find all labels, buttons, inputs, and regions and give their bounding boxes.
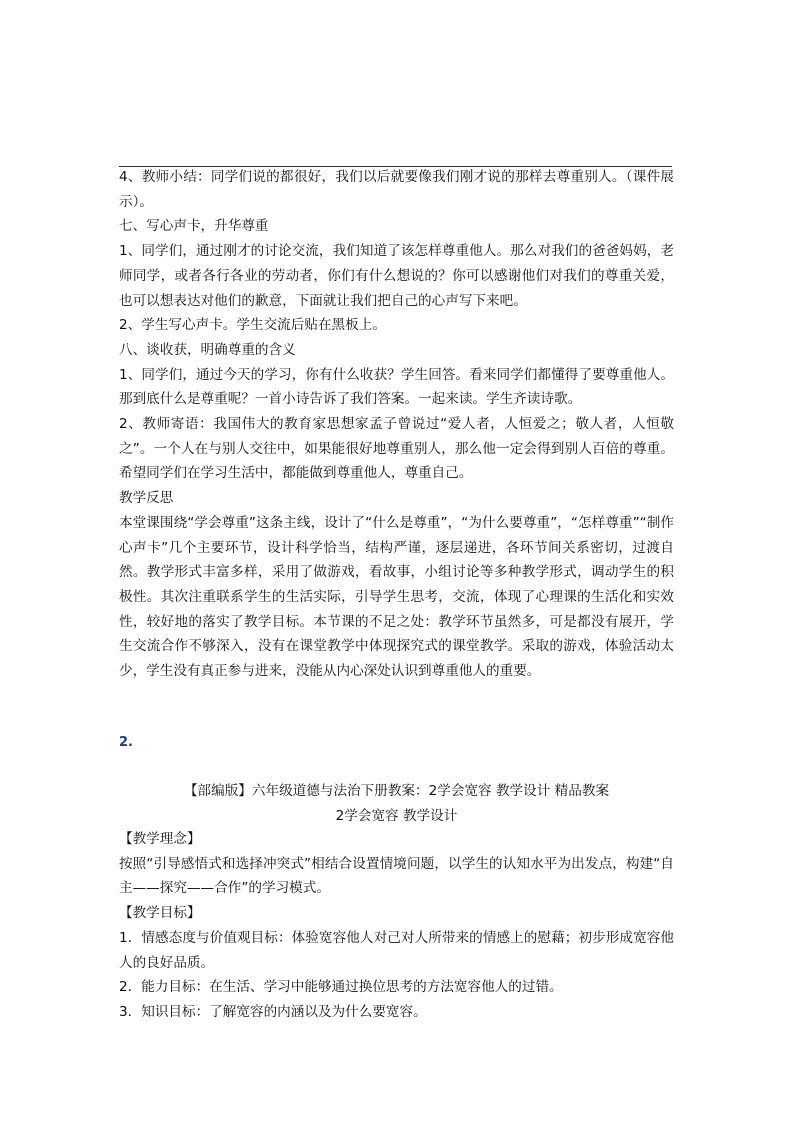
heading-step-7: 七、写心声卡，升华尊重	[119, 218, 269, 235]
paragraph-teacher-summary: 4、教师小结：同学们说的都很好，我们以后就要像我们刚才说的那样去尊重别人。（课件展示）。	[119, 169, 674, 210]
paragraph-goal-2: 2．能力目标：在生活、学习中能够通过换位思考的方法宽容他人的过错。	[119, 979, 563, 996]
paragraph-step-7-2: 2、学生写心声卡。学生交流后贴在黑板上。	[119, 317, 386, 334]
document-title: 【部编版】六年级道德与法治下册教案：2学会宽容 教学设计 精品教案	[183, 783, 610, 799]
paragraph-goal-1: 1．情感态度与价值观目标：体验宽容他人对己对人所带来的情感上的慰藉；初步形成宽容他人的良好品质。	[119, 929, 674, 971]
paragraph-step-7-1: 1、同学们，通过刚才的讨论交流，我们知道了该怎样尊重他人。那么对我们的爸爸妈妈，老师同学，或者各行各业的劳动者，你们有什么想说的？你可以感谢他们对我们的尊重关爱，也可以想表达对他们的歉意，下面就让我们把自己的心声写下来吧。	[119, 243, 674, 309]
document-subtitle: 2学会宽容 教学设计	[335, 808, 458, 824]
heading-reflection: 教学反思	[119, 490, 174, 507]
section-1-body	[119, 165, 674, 684]
heading-step-8: 八、谈收获，明确尊重的含义	[119, 341, 296, 358]
paragraph-reflection: 本堂课围绕“学会尊重”这条主线，设计了“什么是尊重”，“为什么要尊重”，“怎样尊重”“制作心声卡”几个主要环节，设计科学恰当，结构严谨，逐层递进，各环节间关系密切，过渡自然。教学形式丰富多样，采用了做游戏，看故事，小组讨论等多种教学形式，调动学生的积极性。其次注重联系学生的生活实际，引导学生思考，交流，体现了心理课的生活化和实效性，较好地的落实了教学目标。本节课的不足之处：教学环节虽然多，可是都没有展开，学生交流合作不够深入，没有在课堂教学中体现探究式的课堂教学。采取的游戏，体验活动太少，学生没有真正参与进来，没能从内心深处认识到尊重他人的重要。	[119, 514, 674, 680]
paragraph-step-8-2: 2、教师寄语：我国伟大的教育家思想家孟子曾说过“爱人者，人恒爱之；敬人者，人恒敬之”。一个人在与别人交往中，如果能很好地尊重别人，那么他一定会得到别人百倍的尊重。希望同学们在学习生活中，都能做到尊重他人，尊重自己。	[119, 416, 674, 482]
paragraph-goal-3: 3．知识目标：了解宽容的内涵以及为什么要宽容。	[119, 1003, 427, 1020]
paragraph-teaching-concept: 按照“引导感悟式和选择冲突式”相结合设置情境问题，以学生的认知水平为出发点，构建“自主——探究——合作”的学习模式。	[119, 855, 674, 897]
section-number: 2.	[119, 735, 133, 750]
heading-teaching-goals: 【教学目标】	[119, 905, 201, 922]
paragraph-step-8-1: 1、同学们，通过今天的学习，你有什么收获？学生回答。看来同学们都懂得了要尊重他人。那到底什么是尊重呢？一首小诗告诉了我们答案。一起来读。学生齐读诗歌。	[119, 366, 674, 408]
section-2-body	[119, 827, 674, 1025]
heading-teaching-concept: 【教学理念】	[119, 831, 201, 847]
